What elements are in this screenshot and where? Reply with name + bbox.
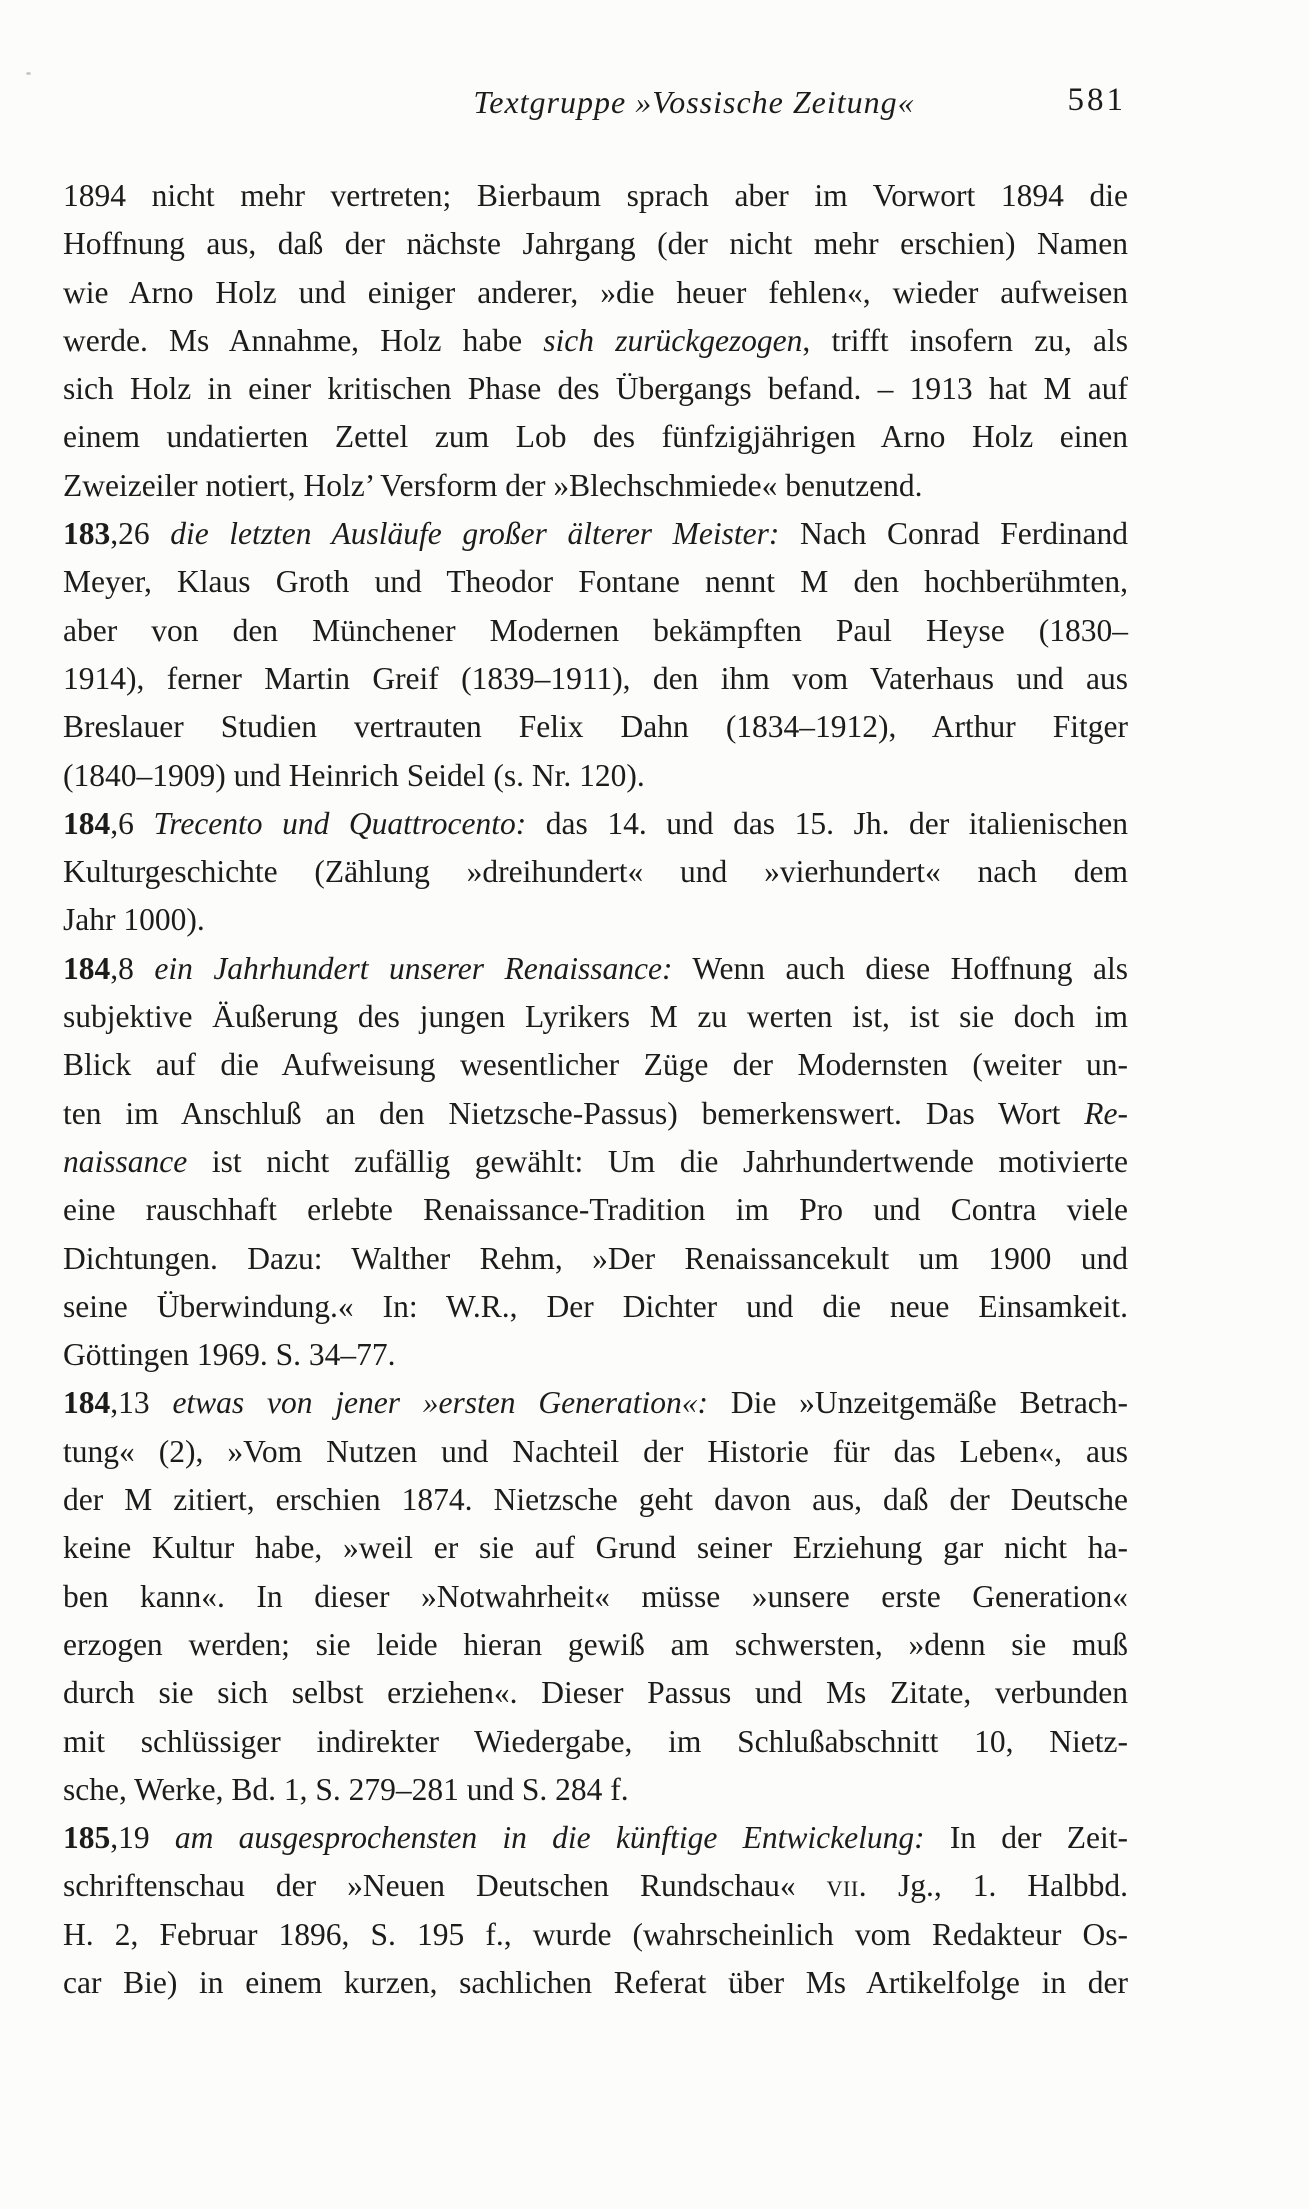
lemma: etwas von jener »ersten Generation«: (172, 1385, 709, 1421)
text-line (63, 462, 1128, 510)
text-line (63, 1235, 1128, 1283)
text-line (63, 1379, 1128, 1427)
text-line (63, 317, 1128, 365)
text-line (63, 1621, 1128, 1669)
text-line (63, 1669, 1128, 1717)
page-number: 581 (1067, 82, 1126, 118)
text-run: Göttingen 1969. S. 34–77. (63, 1337, 396, 1373)
text-line (63, 269, 1128, 317)
commentary-entry (63, 800, 1128, 945)
text-run: das 14. und das 15. Jh. der italienischen (526, 805, 1129, 841)
text-run: aber von den Münchener Modernen bekämpften Paul Heyse (1830– (63, 612, 1128, 648)
text-run: Meyer, Klaus Groth und Theodor Fontane nennt M den hochberühmten, (63, 564, 1128, 600)
text-run: ,26 (110, 516, 171, 552)
entry-ref: 185 (63, 1820, 111, 1856)
text-line (63, 993, 1128, 1041)
text-line (63, 1041, 1128, 1089)
commentary-entry (63, 1379, 1128, 1814)
lemma: Trecento und Quattrocento: (153, 805, 527, 841)
text-line (63, 945, 1128, 993)
text-run: Dichtungen. Dazu: Walther Rehm, »Der Renaissancekult um 1900 und (63, 1240, 1128, 1276)
text-run: (1840–1909) und Heinrich Seidel (s. Nr. 120). (63, 757, 645, 793)
text-line (63, 1814, 1128, 1862)
text-run: vii. (826, 1868, 868, 1904)
text-run: tung« (2), »Vom Nutzen und Nachteil der Historie für das Leben«, aus (63, 1433, 1128, 1469)
text-run: werde. Ms Annahme, Holz habe (63, 322, 544, 358)
text-run: Wenn auch diese Hoffnung als (672, 950, 1128, 986)
text-run: ,8 (110, 950, 155, 986)
text-run: durch sie sich selbst erziehen«. Dieser Passus und Ms Zitate, verbunden (63, 1675, 1128, 1711)
text-line (63, 896, 1128, 944)
text-run: wie Arno Holz und einiger anderer, »die heuer fehlen«, wieder aufweisen (63, 274, 1128, 310)
text-run: Breslauer Studien vertrauten Felix Dahn (1834–1912), Arthur Fitger (63, 709, 1128, 745)
text-line (63, 1090, 1128, 1138)
text-line (63, 1283, 1128, 1331)
text-run: ist nicht zufällig gewählt: Um die Jahrhundertwende motivierte (187, 1143, 1128, 1179)
commentary-entry (63, 510, 1128, 800)
entry-ref: 184 (63, 1385, 111, 1421)
text-run: ,19 (110, 1820, 175, 1856)
text-line (63, 510, 1128, 558)
text-run: seine Überwindung.« In: W.R., Der Dichter und die neue Einsamkeit. (63, 1288, 1128, 1324)
entry-ref: 184 (63, 805, 111, 841)
text-run: Nach Conrad Ferdinand (779, 516, 1129, 552)
text-run: ben kann«. In dieser »Notwahrheit« müsse »unsere erste Generation« (63, 1578, 1128, 1614)
paragraph (63, 172, 1128, 510)
commentary-entry (63, 945, 1128, 1380)
text-run: Die »Unzeitgemäße Betrach- (708, 1385, 1129, 1421)
text-run: einem undatierten Zettel zum Lob des fünfzigjährigen Arno Holz einen (63, 419, 1128, 455)
text-run: ten im Anschluß an den Nietzsche-Passus) bemerkenswert. Das Wort (63, 1095, 1085, 1131)
text-line (63, 1862, 1128, 1910)
text-run: sche, Werke, Bd. 1, S. 279–281 und S. 284 f. (63, 1771, 629, 1807)
text-run: keine Kultur habe, »weil er sie auf Grund seiner Erziehung gar nicht ha- (63, 1530, 1128, 1566)
text-line (63, 848, 1128, 896)
text-line (63, 1959, 1128, 2007)
text-line (63, 558, 1128, 606)
lemma: am ausgesprochensten in die künftige Entwickelung: (174, 1820, 925, 1856)
text-line (63, 1476, 1128, 1524)
text-run: Zweizeiler notiert, Holz’ Versform der »Blechschmiede« benutzend. (63, 467, 923, 503)
text-run: Hoffnung aus, daß der nächste Jahrgang (der nicht mehr erschien) Namen (63, 226, 1128, 262)
scan-speck (26, 72, 31, 75)
text-line (63, 365, 1128, 413)
text-line (63, 703, 1128, 751)
text-line (63, 607, 1128, 655)
text-run: ,13 (110, 1385, 173, 1421)
text-line (63, 1331, 1128, 1379)
text-run: mit schlüssiger indirekter Wiedergabe, im Schlußabschnitt 10, Nietz- (63, 1723, 1128, 1759)
text-run: ,6 (110, 805, 154, 841)
text-line (63, 655, 1128, 703)
running-header-title: Textgruppe »Vossische Zeitung« (473, 84, 915, 120)
text-run: subjektive Äußerung des jungen Lyrikers M zu werten ist, ist sie doch im (63, 999, 1128, 1035)
text-line (63, 800, 1128, 848)
text-run: Kulturgeschichte (Zählung »dreihundert« und »vierhundert« nach dem (63, 854, 1128, 890)
text-line (63, 752, 1128, 800)
text-run: car Bie) in einem kurzen, sachlichen Referat über Ms Artikelfolge in der (63, 1964, 1128, 2000)
text-line (63, 1911, 1128, 1959)
lemma: ein Jahrhundert unserer Renaissance: (154, 950, 673, 986)
text-run: naissance (63, 1143, 188, 1179)
text-line (63, 1573, 1128, 1621)
text-run: H. 2, Februar 1896, S. 195 f., wurde (wahrscheinlich vom Redakteur Os- (63, 1916, 1128, 1952)
text-run: Jg., 1. Halbbd. (867, 1868, 1128, 1904)
text-run: In der Zeit- (924, 1820, 1128, 1856)
running-header (63, 84, 1128, 128)
text-run: Jahr 1000). (63, 902, 205, 938)
text-run: 1894 nicht mehr vertreten; Bierbaum sprach aber im Vorwort 1894 die (63, 178, 1128, 213)
entry-ref: 184 (63, 950, 111, 986)
text-run: der M zitiert, erschien 1874. Nietzsche geht davon aus, daß der Deutsche (63, 1482, 1128, 1518)
text-run: eine rauschhaft erlebte Renaissance-Tradition im Pro und Contra viele (63, 1192, 1128, 1228)
text-line (63, 1766, 1128, 1814)
text-run: erzogen werden; sie leide hieran gewiß am schwersten, »denn sie muß (63, 1626, 1128, 1662)
text-run: schriftenschau der »Neuen Deutschen Rundschau« (63, 1868, 827, 1904)
text-line (63, 1138, 1128, 1186)
entry-ref: 183 (63, 516, 111, 552)
text-run: sich zurückgezogen (543, 322, 803, 358)
text-run: 1914), ferner Martin Greif (1839–1911), den ihm vom Vaterhaus und aus (63, 660, 1128, 696)
text-line (63, 413, 1128, 461)
text-block (63, 172, 1128, 2007)
text-run: , trifft insofern zu, als (802, 322, 1128, 358)
text-run: Re- (1084, 1095, 1128, 1131)
text-line (63, 1186, 1128, 1234)
text-run: Blick auf die Aufweisung wesentlicher Züge der Modernsten (weiter un- (63, 1047, 1128, 1083)
commentary-entry (63, 1814, 1128, 2007)
text-line (63, 172, 1128, 220)
text-line (63, 220, 1128, 268)
text-line (63, 1428, 1128, 1476)
lemma: die letzten Ausläufe großer älterer Meister: (170, 516, 780, 552)
text-line (63, 1524, 1128, 1572)
text-run: sich Holz in einer kritischen Phase des Übergangs befand. – 1913 hat M auf (63, 371, 1128, 407)
text-line (63, 1718, 1128, 1766)
